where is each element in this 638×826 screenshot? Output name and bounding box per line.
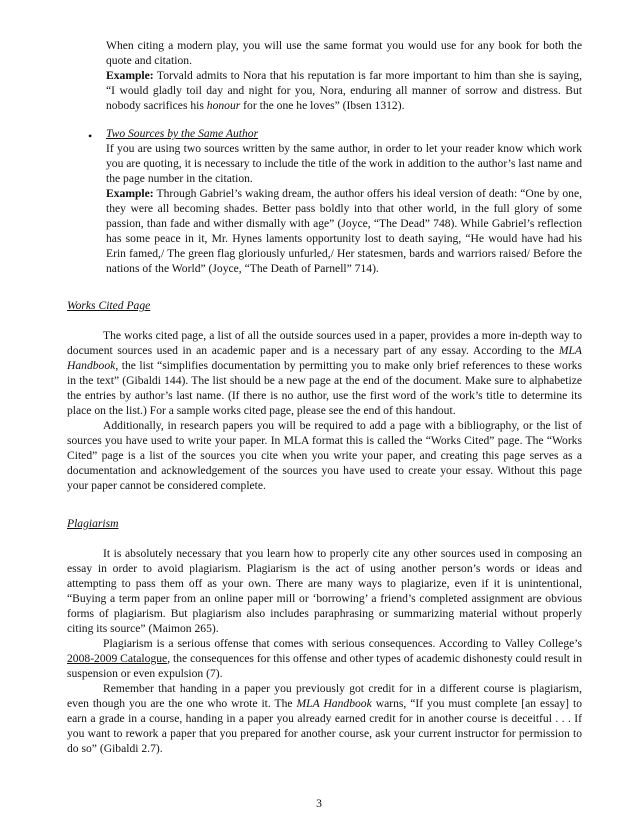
example-label: Example: [106, 187, 154, 200]
example-italic-word: honour [206, 99, 241, 112]
same-author-example [106, 186, 582, 276]
plagiarism-heading: Plagiarism [67, 517, 119, 530]
example-text: Through Gabriel’s waking dream, the author offers his ideal version of death: “One by one, they were all becoming shades. Better pass boldly into that other world, in the full glory of some passion, than fade and wither dismally with age” (Joyce, “The Dead” 748). While Gabriel’s reflection has some peace in it, Mr. Hynes laments opportunity lost to death saying, “He would have had his Erin famed,/ The green flag gloriously unfurled,/ Her statesmen, bards and warriors raised/ Before the nations of the World” (Joyce, “The Death of Parnell” 714). [106, 187, 582, 275]
same-author-section [106, 126, 582, 276]
example-text-end: for the one he loves” (Ibsen 1312). [240, 99, 405, 112]
works-cited-paragraph-1 [67, 328, 582, 418]
bullet-marker: • [88, 129, 93, 143]
text-run: Plagiarism is a serious offense that comes with serious consequences. According to Valley College’s [103, 637, 582, 650]
page-number: 3 [316, 797, 322, 810]
plagiarism-section [67, 546, 582, 756]
text-run: warns, “If you must complete [an essay] to earn a grade in a course, handing in a paper you already earned credit for in another course is deceitful . . . If you want to rework a paper that you prepared for another course, ask your current instructor for permission to do so” (Gibaldi 2.7). [67, 697, 582, 755]
text-run: , the consequences for this offense and other types of academic dishonesty could result in suspension or even expulsion (7). [67, 652, 582, 680]
example-label: Example: [106, 69, 154, 82]
book-title: MLA Handbook [67, 344, 582, 372]
modern-play-intro: When citing a modern play, you will use the same format you would use for any book for both the quote and citation. [106, 39, 582, 67]
modern-play-example [106, 68, 582, 113]
example-text: Torvald admits to Nora that his reputation is far more important to him than she is saying, “I would gladly toil day and night for you, Nora, enduring all manner of sorrow and distress. But nobody sacrifices his [106, 69, 582, 112]
same-author-body: If you are using two sources written by the same author, in order to let your reader know which work you are quoting, it is necessary to include the title of the work in addition to the author’s last name and the page number in the citation. [106, 142, 582, 185]
text-run: Remember that handing in a paper you previously got credit for in a different course is plagiarism, even though you are the one who wrote it. The [67, 682, 582, 710]
book-title: MLA Handbook [296, 697, 372, 710]
text-run: The works cited page, a list of all the outside sources used in a paper, provides a more in-depth way to document sources used in an academic paper and is a necessary part of any essay. According to the [67, 329, 582, 357]
modern-play-section [106, 38, 582, 113]
plagiarism-paragraph-2 [67, 636, 582, 681]
catalogue-link[interactable]: 2008-2009 Catalogue [67, 652, 168, 665]
works-cited-section [67, 328, 582, 493]
text-run: , the list “simplifies documentation by permitting you to make only brief references to these works in the text” (Gibaldi 144). The list should be a new page at the end of the document. Make sure to alphabetize the entries by author’s last name. (If there is no author, use the first word of the work’s title to determine its place on the list.) For a sample works cited page, please see the end of this handout. [67, 359, 582, 417]
works-cited-heading: Works Cited Page [67, 299, 151, 312]
plagiarism-paragraph-3 [67, 681, 582, 756]
plagiarism-paragraph-1: It is absolutely necessary that you learn how to properly cite any other sources used in composing an essay in order to avoid plagiarism. Plagiarism is the act of using another person’s words or ideas and attempting to pass them off as your own. There are many ways to plagiarize, even if it is unintentional, “Buying a term paper from an online paper mill or ‘borrowing’ a friend’s completed assignment are obvious forms of plagiarism. But plagiarism also includes paraphrasing or summarizing material without properly citing its source” (Maimon 265). [67, 547, 582, 635]
works-cited-paragraph-2: Additionally, in research papers you will be required to add a page with a bibliography, or the list of sources you have used to write your paper. In MLA format this is called the “Works Cited” page. The “Works Cited” page is a list of the sources you cite when you write your paper, and creating this page serves as a documentation and acknowledgement of the sources you have used to create your essay. Without this page your paper cannot be considered complete. [67, 419, 582, 492]
same-author-title: Two Sources by the Same Author [106, 127, 259, 140]
